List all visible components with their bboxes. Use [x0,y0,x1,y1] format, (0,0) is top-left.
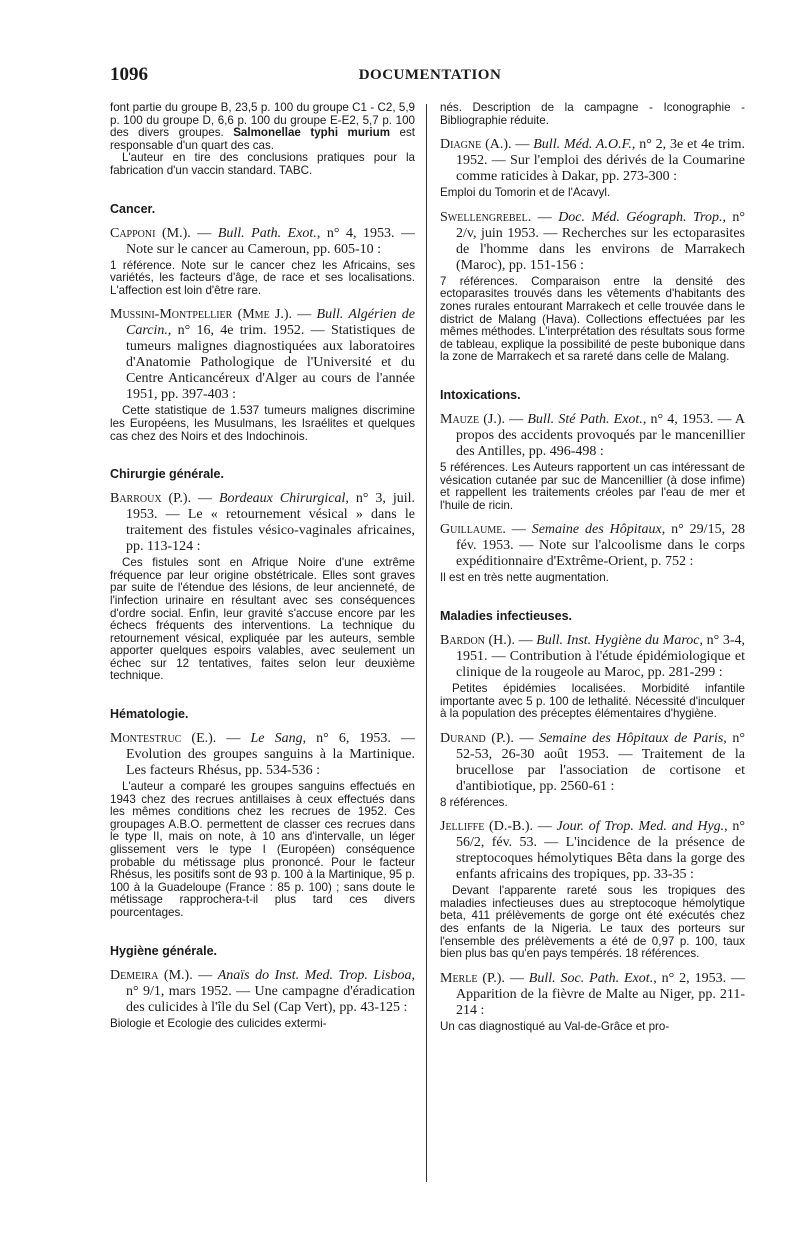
section-heading-maladies: Maladies infectieuses. [440,608,573,623]
journal: Bull. Soc. Path. Exot. [528,970,654,986]
bib-entry [440,731,745,810]
journal: Semaine des Hôpitaux [531,522,662,538]
author: Bardon (H.). [440,632,515,648]
abstract-paragraph: font partie du groupe B, 23,5 p. 100 du groupe C1 - C2, 5,9 p. 100 du groupe D, 6,6 p. 100 du groupe E-E2, 5,7 p. 100 des divers groupes. Salmonellae typhi murium est responsable d'un quart des cas. [110,101,415,152]
author: Demeira (M.). [110,967,193,983]
bib-entry [110,968,415,1031]
journal: Bull. Méd. A.O.F. [533,137,632,153]
journal: Bull. Algérien de Carcin. [126,307,416,339]
citation: Mussini-Montpellier (Mme J.). — Bull. Algérien de Carcin., n° 16, 4e trim. 1952. — Statistiques de tumeurs malignes diagnostiquées aux laboratoires d'Anatomie Pathologique de l'Université et du Centre Anticancéreux d'Alger au cours de l'année 1951, pp. 397-403 : [110,307,416,403]
journal: Jour. of Trop. Med. and Hyg. [556,819,725,835]
abstract: 7 références. Comparaison entre la densité des ectoparasites trouvés dans les vêtements d'habitants des zones rurales entourant Marrakech et celle trouvée dans le district de Malang (Hava). Collections effectuées par les mêmes méthodes. L'interprétation des résultats sous forme de tableau, explique la possibilité de peste bubonique dans la zone de Marrakech et sa rareté dans celle de Malang. [440,274,745,364]
citation: Durand (P.). — Semaine des Hôpitaux de Paris, n° 52-53, 26-30 août 1953. — Traitement de la brucellose par l'association de cortisone et d'antibiotique, pp. 2560-61 : [440,730,745,794]
column-divider [426,104,427,1182]
abstract: Petites épidémies localisées. Morbidité infantile importante avec 5 p. 100 de lethalité. Nécessité d'inculquer à la population des préceptes élémentaires d'hygiène. [440,681,745,721]
citation: Demeira (M.). — Anaïs do Inst. Med. Trop. Lisboa, n° 9/1, mars 1952. — Une campagne d'éradication des culicides à l'île du Sel (Cap Vert), pp. 43-125 : [110,967,415,1015]
abstract: 5 références. Les Auteurs rapportent un cas intéressant de vésication cutanée par suc de Mancenillier (à dose infime) et rappellent les traitements créoles par l'eau de mer et l'huile de ricin. [440,460,745,512]
journal: Bull. Path. Exot. [217,225,317,241]
author: Mauze (J.). [440,411,506,427]
abstract: Cette statistique de 1.537 tumeurs malignes discrimine les Européens, les Musulmans, les Israélites et quelques cas chez des Noirs et des Indochinois. [110,404,415,443]
abstract-paragraph: L'auteur en tire des conclusions pratiques pour la fabrication d'un vaccin standard. TABC. [110,151,415,177]
citation: Diagne (A.). — Bull. Méd. A.O.F., n° 2, 3e et 4e trim. 1952. — Sur l'emploi des dérivés de la Coumarine comme raticides à Dakar, pp. 273-300 : [440,137,745,185]
bib-entry [440,137,745,200]
journal: Doc. Méd. Géograph. Trop. [558,209,723,225]
author: Guillaume. [440,522,506,538]
abstract: L'auteur a comparé les groupes sanguins effectués en 1943 chez des recrues antillaises à ceux effectués dans les mêmes conditions chez les recrues de 1952. Ces groupages A.B.O. permettent de classer ces recrues dans le type II, mais on note, à 10 ans d'intervalle, un léger glissement vers le type I (Européen) conséquence probable du métissage plus prononcé. Pour le facteur Rhésus, les positifs sont de 93 p. 100 à la Martinique, 95 p. 100 à la Guadeloupe (France : 85 p. 100) ; sans doute le métissage rapprochera-t-il plus tard ces divers pourcentages. [110,780,415,919]
author: Swellengrebel. [440,209,532,225]
abstract: 8 références. [440,795,508,809]
bib-entry [110,226,415,298]
journal: Le Sang [250,731,303,747]
journal: Bull. Inst. Hygiène du Maroc [536,632,700,648]
author: Diagne (A.). [440,137,512,153]
abstract: Un cas diagnostiqué au Val-de-Grâce et pro- [440,1019,670,1033]
running-title: DOCUMENTATION [358,67,502,83]
bib-entry [440,819,745,961]
bib-entry [440,633,745,721]
citation: Mauze (J.). — Bull. Sté Path. Exot., n° 4, 1953. — A propos des accidents provoqués par le mancenillier des Antilles, pp. 496-498 : [440,411,746,459]
journal: Semaine des Hôpitaux de Paris [539,730,724,746]
author: Mussini-Montpellier (Mme J.). [110,307,293,323]
abstract: Ces fistules sont en Afrique Noire d'une extrême fréquence par leur origine obstétricale. Elles sont graves par suite de l'étendue des lésions, de leur ancienneté, de l'infection urinaire en résultant avec ses conséquences d'ordre social. Enfin, leur gravité s'accuse encore par les échecs fréquents des interventions. La technique du retournement vésical, expliquée par les auteurs, semble apporter quelques espoirs valables, avec seulement un échec sur 12 tentatives, faites selon leur deuxième technique. [110,556,415,683]
abstract: Devant l'apparente rareté sous les tropiques des maladies infectieuses dues au streptocoque hémolytique beta, 411 prélèvements de gorge ont été exécutés chez des enfants de la Nigeria. Le taux des porteurs sur l'ensemble des prélèvements a été de 0,97 p. 100, taux bien plus bas qu'en pays tempérés. 18 références. [440,884,745,961]
citation: Bardon (H.). — Bull. Inst. Hygiène du Maroc, n° 3-4, 1951. — Contribution à l'étude épidémiologique et clinique de la rougeole au Maroc, pp. 281-299 : [440,632,745,680]
journal: Bordeaux Chirurgical [218,491,346,507]
citation: Guillaume. — Semaine des Hôpitaux, n° 29/15, 28 fév. 1953. — Note sur l'alcoolisme dans le corps expéditionnaire d'Extrême-Orient, p. 752 : [440,522,745,570]
bib-entry [440,412,745,512]
citation: Montestruc (E.). — Le Sang, n° 6, 1953. — Evolution des groupes sanguins à la Martinique. Les facteurs Rhésus, pp. 534-536 : [110,731,416,779]
right-column [440,102,745,1033]
author: Capponi (M.). [110,225,191,241]
bib-entry [440,522,745,585]
author: Montestruc (E.). [110,731,217,747]
section-heading-chirurgie: Chirurgie générale. [110,467,224,482]
journal: Anaïs do Inst. Med. Trop. Lisboa [217,967,412,983]
citation: Swellengrebel. — Doc. Méd. Géograph. Trop., n° 2/v, juin 1953. — Recherches sur les ectoparasites de l'homme dans les environs de Marrakech (Maroc), pp. 151-156 : [440,209,745,273]
section-heading-hematologie: Hématologie. [110,707,189,722]
continued-abstract: nés. Description de la campagne - Iconographie - Bibliographie réduite. [440,101,745,127]
journal: Bull. Sté Path. Exot. [527,411,643,427]
page-number: 1096 [110,64,148,85]
citation: Capponi (M.). — Bull. Path. Exot., n° 4, 1953. — Note sur le cancer au Cameroun, pp. 605-10 : [110,225,416,257]
abstract: 1 référence. Note sur le cancer chez les Africains, ses variétés, les facteurs d'âge, de race et ses localisations. L'affection est loin d'être rare. [110,258,415,297]
citation: Merle (P.). — Bull. Soc. Path. Exot., n° 2, 1953. — Apparition de la fièvre de Malte au Niger, pp. 211-214 : [440,970,745,1018]
running-header [110,64,750,88]
left-column [110,102,415,1030]
author: Durand (P.). [440,730,514,746]
section-heading-cancer: Cancer. [110,201,156,216]
bold-term: Salmonellae typhi murium [233,126,391,140]
section-heading-intoxications: Intoxications. [440,387,521,402]
continued-abstract [110,102,415,178]
bib-entry [110,307,415,443]
bib-entry [110,491,415,683]
citation: Jelliffe (D.-B.). — Jour. of Trop. Med. and Hyg., n° 56/2, fév. 53. — L'incidence de la présence de streptocoques hémolytiques Bêta dans la gorge des enfants africains des tropiques, pp. 33-35 : [440,819,745,883]
bib-entry [110,731,415,920]
abstract: Il est en très nette augmentation. [440,571,609,585]
author: Merle (P.). [440,970,505,986]
abstract: Emploi du Tomorin et de l'Acavyl. [440,186,611,200]
section-heading-hygiene: Hygiène générale. [110,943,217,958]
bib-entry [440,971,745,1034]
author: Barroux (P.). [110,491,192,507]
abstract: Biologie et Ecologie des culicides extermi- [110,1016,327,1030]
author: Jelliffe (D.-B.). [440,819,533,835]
bib-entry [440,210,745,364]
citation: Barroux (P.). — Bordeaux Chirurgical, n° 3, juil. 1953. — Le « retournement vésical » dans le traitement des fistules vésico-vaginales africaines, pp. 113-124 : [110,491,416,555]
